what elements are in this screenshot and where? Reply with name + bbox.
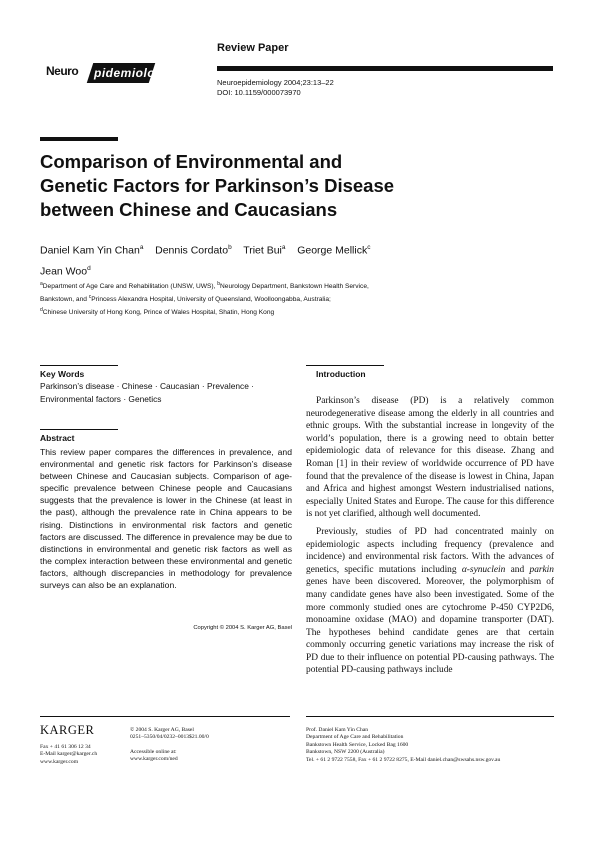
- article-title: [40, 150, 490, 222]
- author-name: Jean Woo: [40, 265, 88, 277]
- footer-rule-right: [306, 716, 554, 717]
- author-name: Daniel Kam Yin Chan: [40, 244, 140, 257]
- keywords-line: Environmental factors · Genetics: [40, 393, 162, 404]
- author-affiliation-mark: d: [87, 264, 91, 272]
- title-rule: [40, 137, 118, 141]
- article-type-label: Review Paper: [217, 42, 289, 54]
- doi: DOI: 10.1159/000073970: [217, 88, 301, 97]
- journal-logo: [40, 63, 171, 85]
- journal-citation: [217, 78, 334, 98]
- affiliation-text: Department of Age Care and Rehabilitation (UNSW, UWS),: [42, 283, 218, 291]
- contact-name: Prof. Daniel Kam Yin Chan: [306, 727, 369, 733]
- keywords-line: Parkinson’s disease · Chinese · Caucasian · Prevalence ·: [40, 381, 254, 391]
- journal-line: Neuroepidemiology 2004;23:13–22: [217, 78, 334, 87]
- publisher-name: KARGER: [40, 723, 95, 737]
- gene-name: parkin: [529, 564, 554, 575]
- abstract-text: This review paper compares the differences in prevalence, and environmental and genetic risk factors for Parkinson’s disease between Chinese and Caucasian subjects. Comparison of age-specific prevalence between Chinese people and Caucasians suggests that the prevalence is lower in the Chinese (at least in the past), although the prevalence rate in China appears to be rising. Distinctions in environmental risk factors and genetic factors are discussed. The difference in prevalence may be due to distinctions in environmental and genetic risk factors as well as the complex interaction between these environmental and genetic factors, although discrepancies in methodology for prevalence surveys can also be an explanation.: [40, 447, 292, 591]
- introduction-heading: Introduction: [316, 369, 366, 379]
- affiliation-text: Chinese University of Hong Kong, Prince of Wales Hospital, Shatin, Hong Kong: [42, 309, 275, 317]
- affiliation-text: Bankstown, and: [40, 296, 89, 304]
- publisher-email[interactable]: E-Mail karger@karger.ch: [40, 751, 98, 758]
- gene-name: α-synuclein: [461, 564, 506, 575]
- paragraph: Previously, studies of PD had concentrated mainly on epidemiologic aspects including frequency (prevalence and incidence) and environmental risk factors. With the advances of genetics, specific mutations including α-synuclein and parkin genes have been discovered. Moreover, the polymorphism of many candidate genes have also been investigated. Some of the more commonly studied ones are cytochrome P-450 CYP2D6, monoamine oxidase (MAO) and dopamine transporter (DAT). The hypotheses behind candidate genes are that certain commonly occurring genetic variations may increase the risk of PD due to their influence on potential PD-causing pathways. The potential PD-causing pathways include: [306, 526, 554, 676]
- publisher-fax: Fax + 41 61 306 12 34: [40, 744, 91, 750]
- corresponding-author: [306, 727, 558, 764]
- contact-city: Bankstown, NSW 2200 (Australia): [306, 749, 385, 756]
- abstract-heading: Abstract: [40, 433, 75, 443]
- introduction-body: [306, 395, 554, 677]
- header-rule: [217, 66, 553, 71]
- introduction-rule: [306, 365, 384, 366]
- author-affiliation-mark: a: [139, 244, 144, 251]
- author-name: Dennis Cordato: [155, 244, 229, 257]
- affiliation-mark: b: [217, 281, 221, 287]
- contact-org: Bankstown Health Service, Locked Bag 1600: [306, 741, 409, 748]
- article-copyright-block: [130, 727, 209, 764]
- article-copyright: © 2004 S. Karger AG, Basel: [130, 727, 194, 733]
- online-label: Accessible online at:: [130, 748, 177, 755]
- author-list: [40, 239, 540, 280]
- issn: 0251–5350/04/0232–0013$21.00/0: [130, 734, 209, 741]
- affiliation-text: Princess Alexandra Hospital, University of Queensland, Woolloongabba, Australia;: [91, 296, 331, 304]
- affiliation-text: Neurology Department, Bankstown Health Service,: [220, 283, 369, 291]
- affiliations: [40, 279, 540, 319]
- contact-tel[interactable]: Tel. + 61 2 9722 7558, Fax + 61 2 9722 8275, E-Mail daniel.chan@swsahs.nsw.gov.au: [306, 756, 501, 763]
- keywords-rule: [40, 365, 118, 366]
- abstract-rule: [40, 429, 118, 430]
- affiliation-mark: c: [88, 294, 92, 301]
- title-line: Genetic Factors for Parkinson’s Disease: [40, 175, 395, 196]
- title-line: between Chinese and Caucasians: [40, 199, 338, 220]
- paragraph: Parkinson’s disease (PD) is a relatively common neurodegenerative disease among the elderly in all countries and ethnic groups. With the substantial increase in longevity of the world’s population, there is a growing need to obtain better epidemiologic data of relevance for this disease. Zhang and Roman [1] in their review of worldwide occurrence of PD have found that the prevalence of the disease is lowest in China, Japan and Africa and highest amongst Western industrialised nations, especially United States and Europe. The cause for this difference is not yet clarified, although well documented.: [306, 396, 554, 520]
- contact-dept: Department of Age Care and Rehabilitation: [306, 734, 404, 741]
- logo-text-neuro: Neuro: [46, 64, 79, 78]
- author-name: Triet Bui: [243, 244, 282, 257]
- keywords-heading: Key Words: [40, 369, 85, 379]
- author-name: George Mellick: [297, 244, 368, 257]
- footer-rule-left: [40, 716, 290, 717]
- publisher-web[interactable]: www.karger.com: [40, 758, 79, 765]
- abstract-copyright: Copyright © 2004 S. Karger AG, Basel: [193, 625, 292, 631]
- affiliation-mark: d: [40, 307, 43, 314]
- online-url[interactable]: www.karger.com/ned: [130, 756, 178, 763]
- author-affiliation-mark: c: [367, 244, 371, 251]
- logo-text-epi: pidemiology: [94, 66, 171, 80]
- author-affiliation-mark: b: [228, 244, 232, 251]
- author-affiliation-mark: a: [281, 244, 286, 251]
- affiliation-mark: a: [40, 281, 43, 287]
- title-line: Comparison of Environmental and: [40, 151, 343, 172]
- keywords-list: [40, 380, 290, 405]
- publisher-contact: [40, 744, 97, 766]
